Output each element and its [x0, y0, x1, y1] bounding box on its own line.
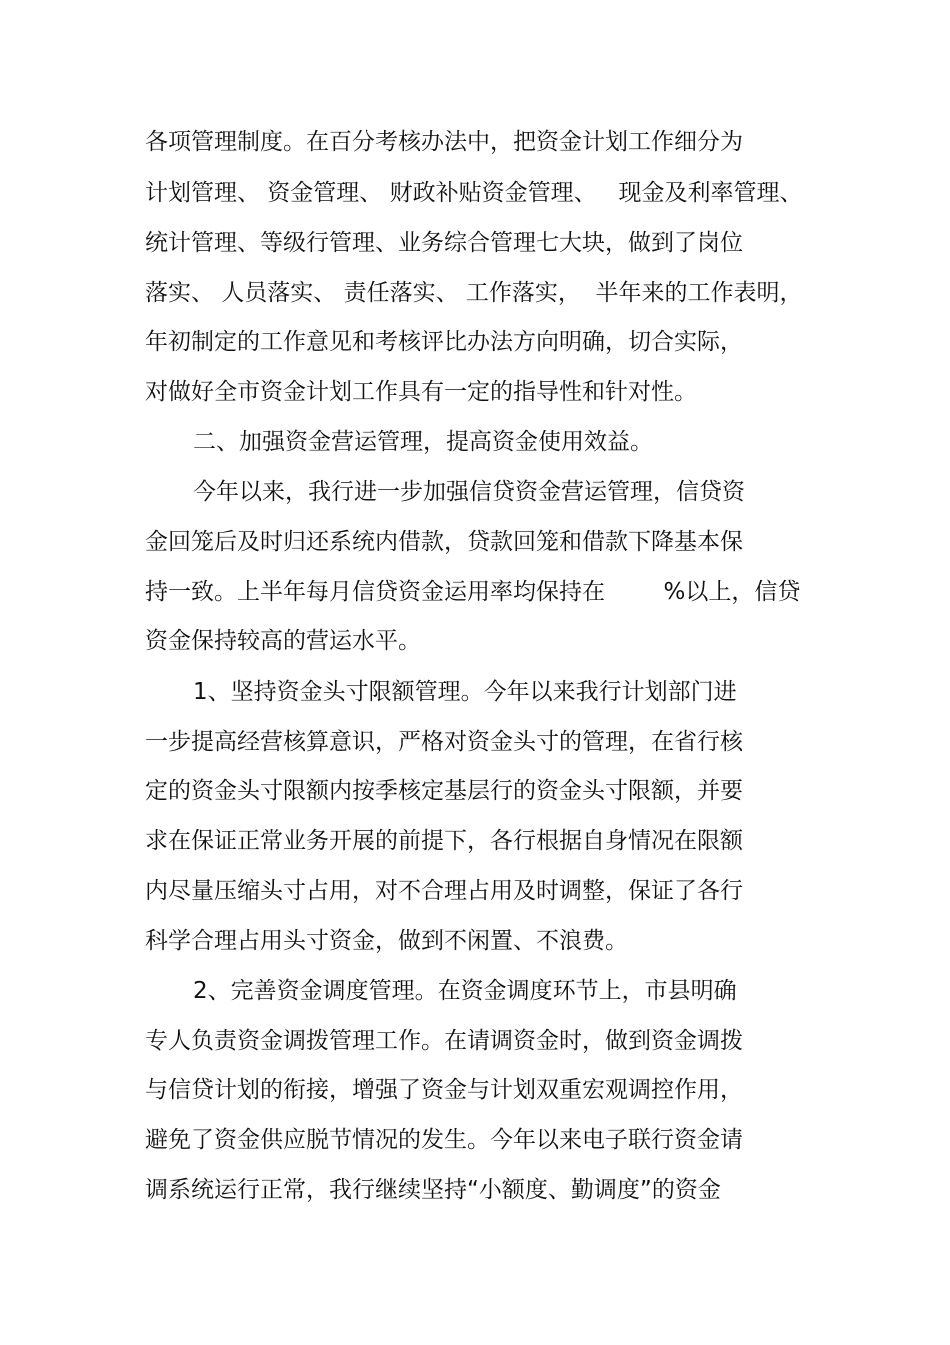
text-line: 调系统运行正常，我行继续坚持“小额度、勤调度”的资金 [145, 1177, 721, 1203]
section-heading: 二、加强资金营运管理，提高资金使用效益。 [193, 429, 653, 455]
text-line: 避免了资金供应脱节情况的发生。今年以来电子联行资金请 [145, 1127, 743, 1153]
text-line: 各项管理制度。在百分考核办法中，把资金计划工作细分为 [145, 129, 743, 155]
text-line: 1、坚持资金头寸限额管理。今年以来我行计划部门进 [193, 679, 737, 705]
text-line: 对做好全市资金计划工作具有一定的指导性和针对性。 [145, 379, 697, 405]
text-line: 资金保持较高的营运水平。 [145, 628, 421, 654]
text-line: 计划管理、 资金管理、 财政补贴资金管理、 现金及利率管理、 [145, 180, 803, 206]
text-line: 内尽量压缩头寸占用，对不合理占用及时调整，保证了各行 [145, 878, 743, 904]
text-line: 金回笼后及时归还系统内借款，贷款回笼和借款下降基本保 [145, 529, 743, 555]
text-line: 专人负责资金调拨管理工作。在请调资金时，做到资金调拨 [145, 1028, 743, 1054]
text-line: 统计管理、等级行管理、业务综合管理七大块，做到了岗位 [145, 230, 743, 256]
text-line: 与信贷计划的衔接，增强了资金与计划双重宏观调控作用， [145, 1077, 743, 1103]
text-line: 科学合理占用头寸资金，做到不闲置、不浪费。 [145, 928, 628, 954]
text-line: 今年以来，我行进一步加强信贷资金营运管理，信贷资 [193, 479, 745, 505]
text-line: 持一致。上半年每月信贷资金运用率均保持在 %以上，信贷 [145, 579, 801, 605]
text-line: 一步提高经营核算意识，严格对资金头寸的管理，在省行核 [145, 729, 743, 755]
text-line: 定的资金头寸限额内按季核定基层行的资金头寸限额，并要 [145, 778, 743, 804]
text-line: 2、完善资金调度管理。在资金调度环节上，市县明确 [193, 978, 737, 1004]
text-line: 年初制定的工作意见和考核评比办法方向明确，切合实际， [145, 329, 743, 355]
text-line: 求在保证正常业务开展的前提下，各行根据自身情况在限额 [145, 828, 743, 854]
text-line: 落实、 人员落实、 责任落实、 工作落实， 半年来的工作表明， [145, 280, 803, 306]
